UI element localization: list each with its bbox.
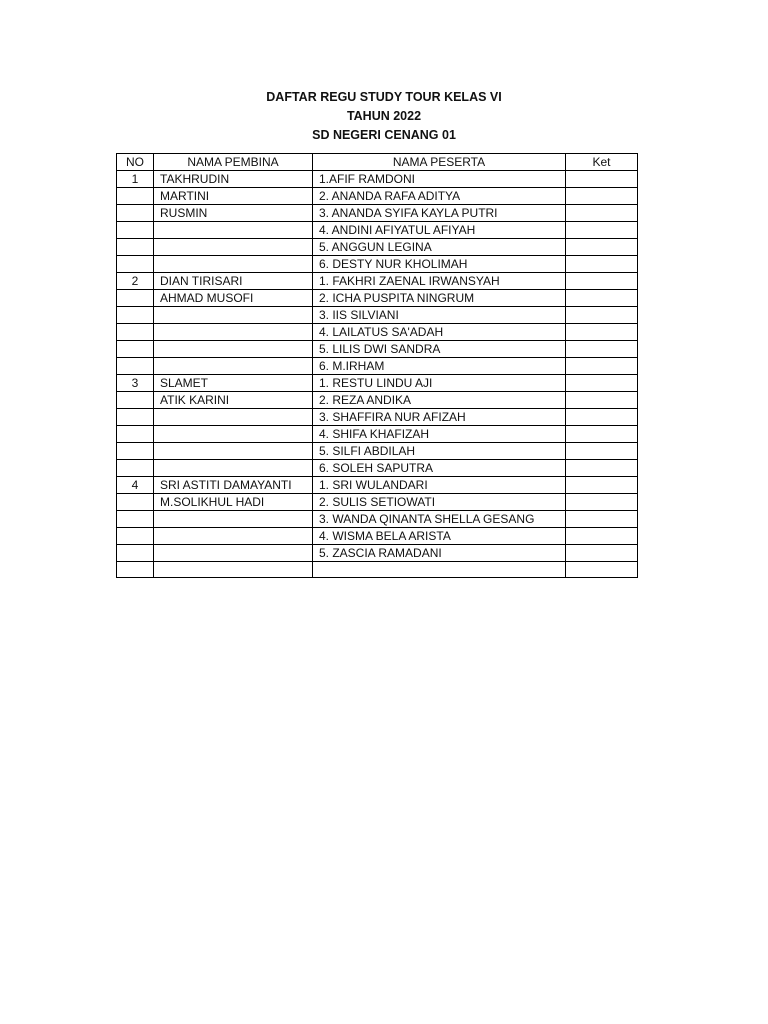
cell-no xyxy=(117,222,154,239)
cell-nama-pembina xyxy=(154,460,313,477)
cell-ket xyxy=(566,392,638,409)
cell-nama-peserta: 1.AFIF RAMDONI xyxy=(313,171,566,188)
cell-nama-pembina xyxy=(154,511,313,528)
cell-nama-peserta: 6. SOLEH SAPUTRA xyxy=(313,460,566,477)
cell-ket xyxy=(566,460,638,477)
table-row xyxy=(117,528,638,545)
table-row xyxy=(117,562,638,578)
heading-title: DAFTAR REGU STUDY TOUR KELAS VI xyxy=(266,90,502,104)
cell-nama-peserta: 3. IIS SILVIANI xyxy=(313,307,566,324)
cell-ket xyxy=(566,239,638,256)
table-row xyxy=(117,239,638,256)
cell-nama-pembina xyxy=(154,562,313,578)
cell-nama-pembina xyxy=(154,324,313,341)
cell-nama-peserta: 3. ANANDA SYIFA KAYLA PUTRI xyxy=(313,205,566,222)
table-row xyxy=(117,375,638,392)
cell-no: 3 xyxy=(117,375,154,392)
cell-nama-peserta: 2. ICHA PUSPITA NINGRUM xyxy=(313,290,566,307)
cell-no xyxy=(117,358,154,375)
cell-nama-pembina: SRI ASTITI DAMAYANTI xyxy=(154,477,313,494)
cell-ket xyxy=(566,171,638,188)
cell-ket xyxy=(566,477,638,494)
table-row xyxy=(117,545,638,562)
cell-no xyxy=(117,426,154,443)
roster-table xyxy=(116,153,638,578)
cell-nama-pembina xyxy=(154,341,313,358)
table-row xyxy=(117,511,638,528)
header-ket: Ket xyxy=(566,154,638,171)
cell-nama-pembina: SLAMET xyxy=(154,375,313,392)
cell-ket xyxy=(566,205,638,222)
header-nama-pembina: NAMA PEMBINA xyxy=(154,154,313,171)
table-row xyxy=(117,460,638,477)
cell-ket xyxy=(566,375,638,392)
header-nama-peserta: NAMA PESERTA xyxy=(313,154,566,171)
cell-nama-pembina xyxy=(154,443,313,460)
cell-ket xyxy=(566,409,638,426)
cell-ket xyxy=(566,273,638,290)
table-row xyxy=(117,307,638,324)
heading-year: TAHUN 2022 xyxy=(346,109,422,123)
cell-nama-pembina xyxy=(154,358,313,375)
cell-nama-peserta: 1. SRI WULANDARI xyxy=(313,477,566,494)
cell-nama-peserta: 2. SULIS SETIOWATI xyxy=(313,494,566,511)
cell-nama-peserta: 4. SHIFA KHAFIZAH xyxy=(313,426,566,443)
cell-nama-peserta: 5. SILFI ABDILAH xyxy=(313,443,566,460)
cell-nama-pembina: TAKHRUDIN xyxy=(154,171,313,188)
cell-ket xyxy=(566,307,638,324)
table-row xyxy=(117,358,638,375)
cell-no xyxy=(117,392,154,409)
table-row xyxy=(117,324,638,341)
cell-nama-peserta xyxy=(313,562,566,578)
cell-no xyxy=(117,188,154,205)
table-row xyxy=(117,171,638,188)
cell-ket xyxy=(566,256,638,273)
cell-nama-peserta: 4. ANDINI AFIYATUL AFIYAH xyxy=(313,222,566,239)
cell-nama-pembina xyxy=(154,545,313,562)
cell-nama-pembina: AHMAD MUSOFI xyxy=(154,290,313,307)
cell-nama-peserta: 4. LAILATUS SA'ADAH xyxy=(313,324,566,341)
cell-ket xyxy=(566,341,638,358)
cell-no xyxy=(117,341,154,358)
cell-nama-peserta: 4. WISMA BELA ARISTA xyxy=(313,528,566,545)
cell-ket xyxy=(566,545,638,562)
table-row xyxy=(117,426,638,443)
cell-nama-pembina xyxy=(154,307,313,324)
table-row xyxy=(117,409,638,426)
cell-nama-pembina: M.SOLIKHUL HADI xyxy=(154,494,313,511)
cell-nama-peserta: 1. FAKHRI ZAENAL IRWANSYAH xyxy=(313,273,566,290)
cell-no xyxy=(117,528,154,545)
cell-no xyxy=(117,307,154,324)
table-row xyxy=(117,443,638,460)
cell-ket xyxy=(566,188,638,205)
cell-ket xyxy=(566,528,638,545)
heading-school: SD NEGERI CENANG 01 xyxy=(312,128,456,142)
cell-no xyxy=(117,443,154,460)
cell-nama-pembina: ATIK KARINI xyxy=(154,392,313,409)
table-row xyxy=(117,222,638,239)
table-row xyxy=(117,290,638,307)
table-row xyxy=(117,477,638,494)
cell-ket xyxy=(566,562,638,578)
cell-nama-pembina xyxy=(154,409,313,426)
cell-no: 4 xyxy=(117,477,154,494)
cell-no: 1 xyxy=(117,171,154,188)
cell-nama-pembina xyxy=(154,256,313,273)
table-header-row xyxy=(117,154,638,171)
cell-no xyxy=(117,205,154,222)
cell-nama-peserta: 6. M.IRHAM xyxy=(313,358,566,375)
table-row xyxy=(117,188,638,205)
cell-no xyxy=(117,409,154,426)
header-no: NO xyxy=(117,154,154,171)
cell-no xyxy=(117,324,154,341)
table-row xyxy=(117,392,638,409)
cell-no xyxy=(117,494,154,511)
table-row xyxy=(117,273,638,290)
table-row xyxy=(117,205,638,222)
table-row xyxy=(117,341,638,358)
cell-nama-peserta: 5. ANGGUN LEGINA xyxy=(313,239,566,256)
cell-ket xyxy=(566,324,638,341)
cell-no xyxy=(117,256,154,273)
cell-no xyxy=(117,545,154,562)
table-row xyxy=(117,256,638,273)
cell-no: 2 xyxy=(117,273,154,290)
cell-no xyxy=(117,460,154,477)
cell-nama-pembina xyxy=(154,222,313,239)
cell-nama-pembina: DIAN TIRISARI xyxy=(154,273,313,290)
cell-no xyxy=(117,290,154,307)
cell-nama-peserta: 5. ZASCIA RAMADANI xyxy=(313,545,566,562)
cell-ket xyxy=(566,358,638,375)
cell-nama-peserta: 6. DESTY NUR KHOLIMAH xyxy=(313,256,566,273)
cell-no xyxy=(117,562,154,578)
cell-nama-pembina: RUSMIN xyxy=(154,205,313,222)
cell-nama-pembina: MARTINI xyxy=(154,188,313,205)
cell-nama-peserta: 2. REZA ANDIKA xyxy=(313,392,566,409)
cell-ket xyxy=(566,511,638,528)
cell-ket xyxy=(566,222,638,239)
cell-nama-peserta: 2. ANANDA RAFA ADITYA xyxy=(313,188,566,205)
cell-nama-peserta: 3. SHAFFIRA NUR AFIZAH xyxy=(313,409,566,426)
document-heading xyxy=(0,88,768,145)
table-row xyxy=(117,494,638,511)
cell-nama-pembina xyxy=(154,426,313,443)
cell-ket xyxy=(566,290,638,307)
cell-ket xyxy=(566,494,638,511)
cell-nama-peserta: 1. RESTU LINDU AJI xyxy=(313,375,566,392)
cell-ket xyxy=(566,443,638,460)
cell-nama-pembina xyxy=(154,239,313,256)
cell-no xyxy=(117,239,154,256)
cell-nama-peserta: 3. WANDA QINANTA SHELLA GESANG xyxy=(313,511,566,528)
cell-no xyxy=(117,511,154,528)
cell-nama-peserta: 5. LILIS DWI SANDRA xyxy=(313,341,566,358)
cell-nama-pembina xyxy=(154,528,313,545)
cell-ket xyxy=(566,426,638,443)
